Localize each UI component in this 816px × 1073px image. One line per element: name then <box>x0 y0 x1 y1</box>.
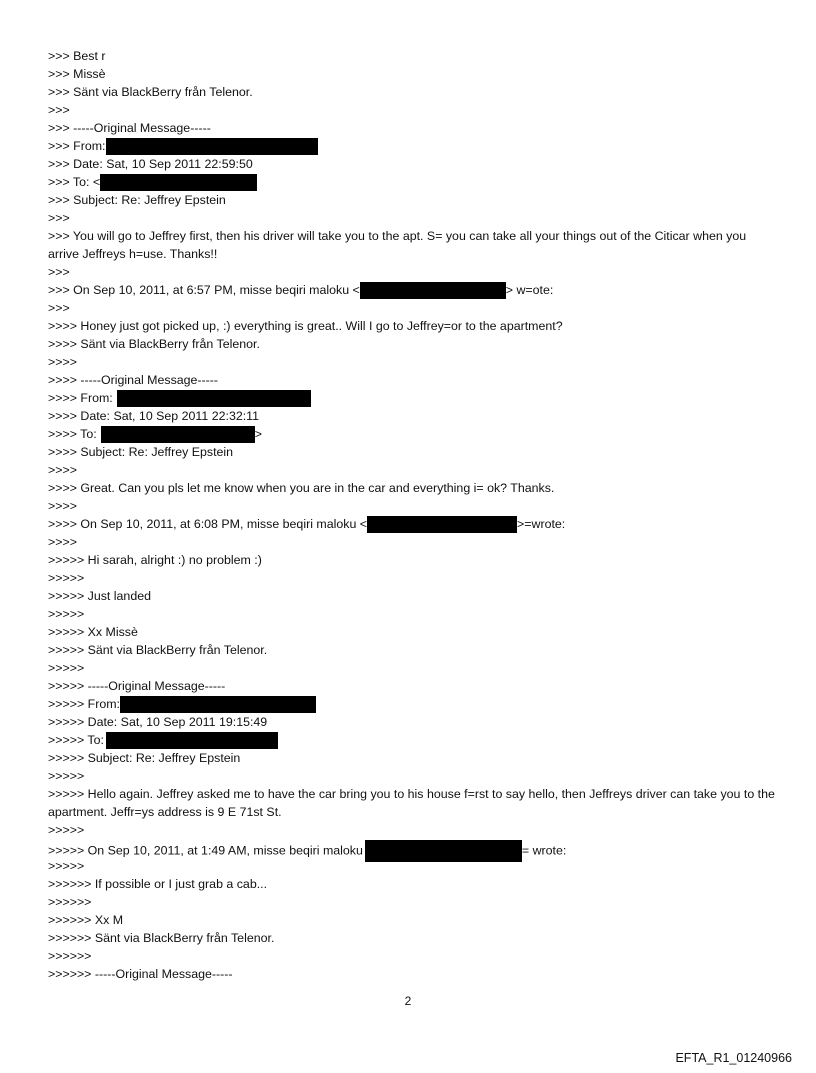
text-line: >>>>>> <box>48 949 92 963</box>
redaction-block <box>120 696 316 713</box>
text-line: >>>>>> Xx M <box>48 913 124 927</box>
header-date: >>>>> Date: Sat, 10 Sep 2011 19:15:49 <box>48 715 268 729</box>
text-line: >>> <box>48 103 70 117</box>
redaction-block <box>101 426 255 443</box>
redaction-block <box>360 282 506 299</box>
quote-intro: >>> On Sep 10, 2011, at 6:57 PM, misse beqiri maloku < > w=ote: <box>48 282 778 300</box>
text-line: >>>> Sänt via BlackBerry från Telenor. <box>48 337 260 351</box>
text-line: >>> <box>48 301 70 315</box>
text-line: >>>>> Sänt via BlackBerry från Telenor. <box>48 643 268 657</box>
text-line: >>>>> <box>48 571 85 585</box>
text-line: >>>> -----Original Message----- <box>48 373 219 387</box>
redaction-block <box>106 138 318 155</box>
text-line: >>> <box>48 211 70 225</box>
header-to: >>>> To: > <box>48 426 778 444</box>
header-subject: >>> Subject: Re: Jeffrey Epstein <box>48 193 226 207</box>
text-line: >>> -----Original Message----- <box>48 121 211 135</box>
redaction-block <box>100 174 257 191</box>
text-line: >>>> <box>48 499 77 513</box>
message-body: >>>> Great. Can you pls let me know when you are in the car and everything i= ok? Thanks. <box>48 481 555 495</box>
header-subject: >>>> Subject: Re: Jeffrey Epstein <box>48 445 234 459</box>
message-body: >>>>>> If possible or I just grab a cab... <box>48 877 268 891</box>
message-body: >>>>> Hi sarah, alright :) no problem :) <box>48 553 262 567</box>
message-body: >>>>> Just landed <box>48 589 151 603</box>
text-line: >>>>> <box>48 661 85 675</box>
message-body: >>>>> Hello again. Jeffrey asked me to have the car bring you to his house f=rst to say hello, then Jeffreys driver can take you to the apartment. Jeffr=ys address is 9 E 71st St. <box>48 787 775 819</box>
text-line: >>>>> <box>48 607 85 621</box>
redaction-block <box>367 516 517 533</box>
page-number: 2 <box>404 994 412 1008</box>
quote-intro: >>>> On Sep 10, 2011, at 6:08 PM, misse beqiri maloku < >=wrote: <box>48 516 778 534</box>
header-date: >>>> Date: Sat, 10 Sep 2011 22:32:11 <box>48 409 260 423</box>
text-line: >>>> <box>48 463 77 477</box>
text-line: >>>>> <box>48 769 85 783</box>
redaction-block <box>117 390 311 407</box>
text-line: >>> <box>48 265 70 279</box>
text-line: >>> Missè <box>48 67 106 81</box>
text-line: >>>>>> Sänt via BlackBerry från Telenor. <box>48 931 275 945</box>
header-from: >>>>> From: <box>48 696 778 714</box>
header-from: >>>> From: <box>48 390 778 408</box>
text-line: >>> Best r <box>48 49 106 63</box>
text-line: >>> Sänt via BlackBerry från Telenor. <box>48 85 253 99</box>
text-line: >>>>>> <box>48 895 92 909</box>
message-body: >>> You will go to Jeffrey first, then his driver will take you to the apt. S= you can take all your things out of the Citicar when you arrive Jeffreys h=use. Thanks!! <box>48 229 747 261</box>
text-line: >>>>> Xx Missè <box>48 625 138 639</box>
text-line: >>>>> <box>48 859 85 873</box>
document-id: EFTA_R1_01240966 <box>675 1051 792 1065</box>
header-from: >>> From: <box>48 138 778 156</box>
quote-intro: >>>>> On Sep 10, 2011, at 1:49 AM, misse beqiri maloku = wrote: <box>48 840 778 862</box>
header-to: >>> To: < <box>48 174 778 192</box>
text-line: >>>> <box>48 535 77 549</box>
text-line: >>>>>> -----Original Message----- <box>48 967 233 981</box>
header-date: >>> Date: Sat, 10 Sep 2011 22:59:50 <box>48 157 253 171</box>
text-line: >>>> <box>48 355 77 369</box>
header-subject: >>>>> Subject: Re: Jeffrey Epstein <box>48 751 241 765</box>
header-to: >>>>> To: <box>48 732 778 750</box>
text-line: >>>>> <box>48 823 85 837</box>
message-body: >>>> Honey just got picked up, :) everything is great.. Will I go to Jeffrey=or to the apartment? <box>48 319 563 333</box>
redaction-block <box>106 732 278 749</box>
text-line: >>>>> -----Original Message----- <box>48 679 226 693</box>
